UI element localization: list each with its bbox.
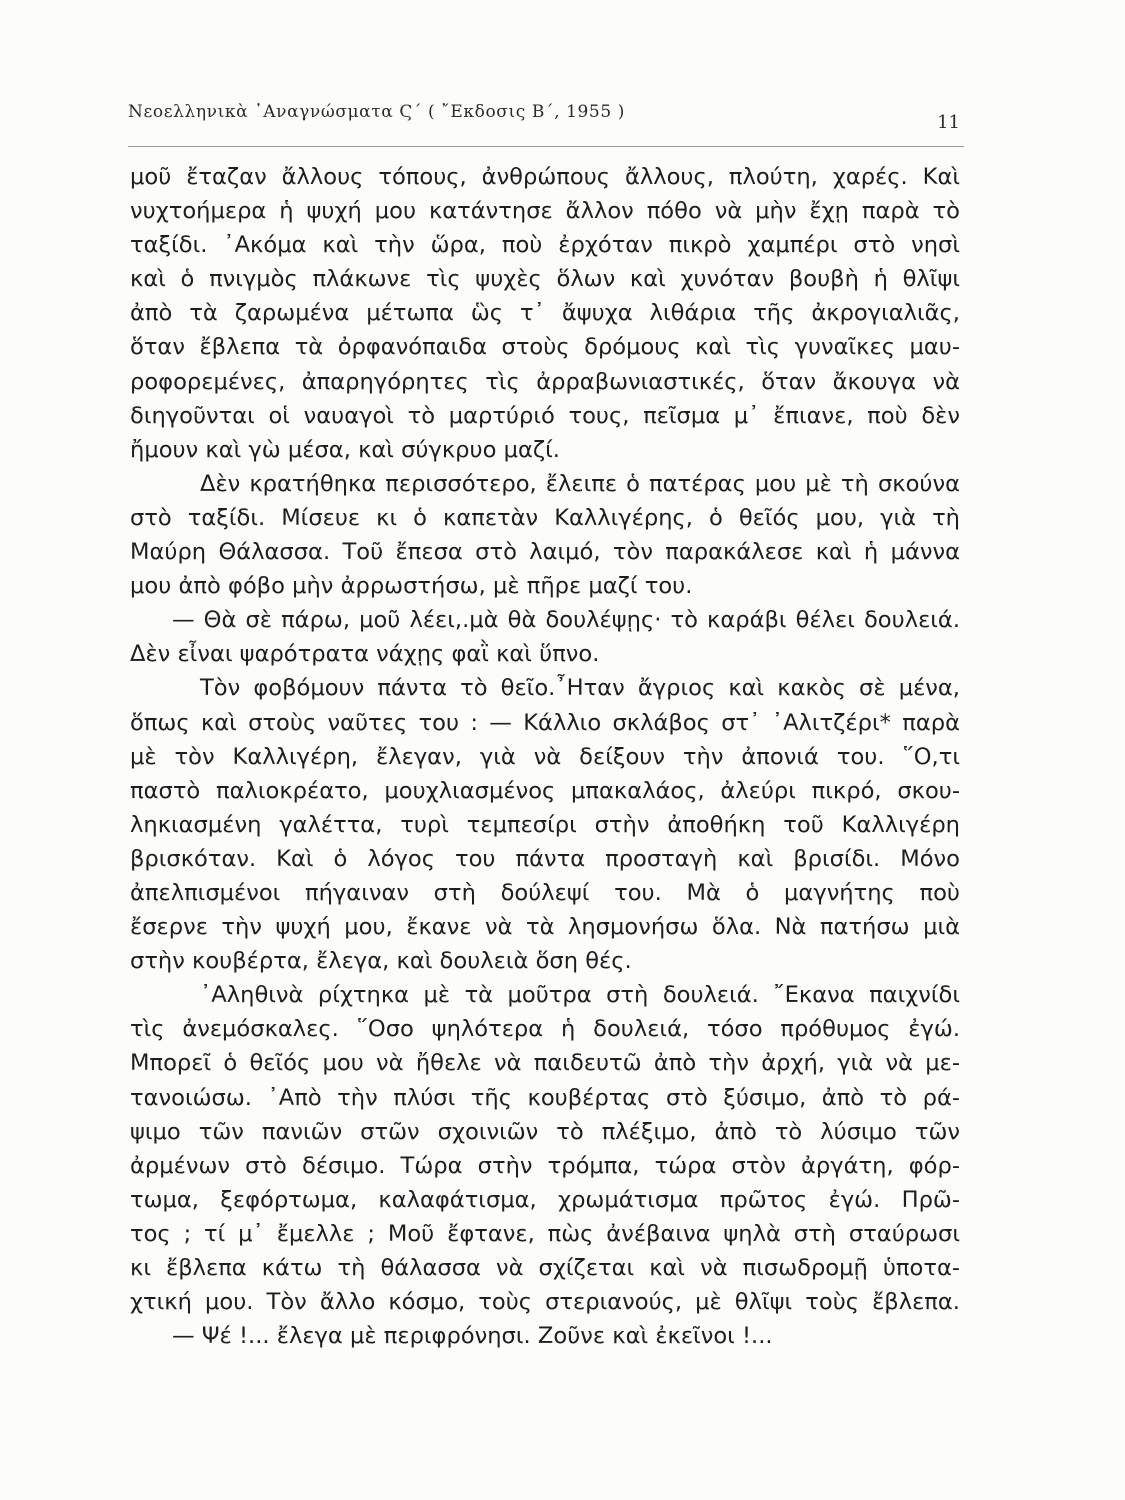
text-line: ὅταν ἔβλεπα τὰ ὀρφανόπαιδα στοὺς δρόμους καὶ τὶς γυναῖκες μαυ- — [130, 334, 960, 361]
header-title: Νεοελληνικὰ ᾿Αναγνώσματα Ϛ΄ ( ῎Εκδοσις Β΄, 1955 ) — [128, 102, 625, 122]
text-line: κι ἔβλεπα κάτω τὴ θάλασσα νὰ σχίζεται καὶ νὰ πισωδρομῇ ὑποτα- — [130, 1255, 960, 1281]
text-line: ἀπὸ τὰ ζαρωμένα μέτωπα ὣς τ᾿ ἄψυχα λιθάρια τῆς ἀκρογιαλιᾶς, — [130, 300, 960, 327]
text-line: Τὸν φοβόμουν πάντα τὸ θεῖο.῏Ηταν ἄγριος καὶ κακὸς σὲ μένα, — [200, 675, 960, 702]
text-line: Δὲν κρατήθηκα περισσότερο, ἔλειπε ὁ πατέρας μου μὲ τὴ σκούνα — [200, 470, 960, 497]
text-line: ψιμο τῶν πανιῶν στῶν σχοινιῶν τὸ πλέξιμο, ἀπὸ τὸ λύσιμο τῶν — [130, 1118, 960, 1145]
text-line: μὲ τὸν Καλλιγέρη, ἔλεγαν, γιὰ νὰ δείξουν τὴν ἀπονιά του. ῞Ο,τι — [130, 743, 960, 770]
text-line: μοῦ ἔταζαν ἄλλους τόπους, ἀνθρώπους ἄλλους, πλούτη, χαρές. Καὶ — [130, 164, 960, 190]
text-line: διηγοῦνται οἱ ναυαγοὶ τὸ μαρτύριό τους, πεῖσμα μ᾿ ἔπιανε, ποὺ δὲν — [130, 402, 960, 429]
text-line: ᾿Αληθινὰ ρίχτηκα μὲ τὰ μοῦτρα στὴ δουλειά. ῎Εκανα παιχνίδι — [200, 982, 960, 1009]
text-line: ἤμουν καὶ γὼ μέσα, καὶ σύγκρυο μαζί. — [130, 436, 560, 463]
text-line: ροφορεμένες, ἀπαρηγόρητες τὶς ἀρραβωνιαστικές, ὅταν ἄκουγα νὰ — [130, 368, 960, 395]
text-line: ἀρμένων στὸ δέσιμο. Τώρα στὴν τρόμπα, τώρα στὸν ἀργάτη, φόρ- — [130, 1152, 960, 1179]
text-line: τανοιώσω. ᾿Απὸ τὴν πλύσι τῆς κουβέρτας στὸ ξύσιμο, ἀπὸ τὸ ρά- — [130, 1084, 960, 1111]
text-line: βρισκόταν. Καὶ ὁ λόγος του πάντα προσταγὴ καὶ βρισίδι. Μόνο — [130, 845, 960, 872]
text-line: ληκιασμένη γαλέττα, τυρὶ τεμπεσίρι στὴν ἀποθήκη τοῦ Καλλιγέρη — [130, 811, 960, 838]
text-line: τος ; τί μ᾿ ἔμελλε ; Μοῦ ἔφτανε, πὼς ἀνέβαινα ψηλὰ στὴ σταύρωσι — [130, 1220, 960, 1247]
text-line: καὶ ὁ πνιγμὸς πλάκωνε τὶς ψυχὲς ὅλων καὶ χυνόταν βουβὴ ἡ θλῖψι — [130, 266, 960, 293]
text-line: ταξίδι. ᾿Ακόμα καὶ τὴν ὥρα, ποὺ ἐρχόταν πικρὸ χαμπέρι στὸ νησὶ — [130, 232, 960, 259]
text-line: ὅπως καὶ στοὺς ναῦτες του : — Κάλλιο σκλάβος στ᾿ ᾿Αλιτζέρι* παρὰ — [130, 709, 960, 736]
text-line: τωμα, ξεφόρτωμα, καλαφάτισμα, χρωμάτισμα πρῶτος ἐγώ. Πρῶ- — [130, 1186, 960, 1213]
text-line: Μαύρη Θάλασσα. Τοῦ ἔπεσα στὸ λαιμό, τὸν παρακάλεσε καὶ ἡ μάννα — [130, 539, 960, 566]
page-number: 11 — [937, 112, 960, 133]
text-line: ἔσερνε τὴν ψυχή μου, ἔκανε νὰ τὰ λησμονήσω ὅλα. Νὰ πατήσω μιὰ — [130, 914, 960, 941]
text-line: νυχτοήμερα ἡ ψυχή μου κατάντησε ἄλλον πόθο νὰ μὴν ἔχῃ παρὰ τὸ — [130, 198, 960, 225]
text-line: στὸ ταξίδι. Μίσευε κι ὁ καπετὰν Καλλιγέρης, ὁ θεῖός μου, γιὰ τὴ — [130, 504, 960, 531]
text-line: στὴν κουβέρτα, ἔλεγα, καὶ δουλειὰ ὅση θές. — [130, 948, 632, 975]
text-line: ἀπελπισμένοι πήγαιναν στὴ δούλεψί του. Μὰ ὁ μαγνήτης ποὺ — [130, 879, 960, 906]
text-line: — Ψέ !... ἔλεγα μὲ περιφρόνησι. Ζοῦνε καὶ ἐκεῖνοι !... — [172, 1323, 773, 1350]
text-line: παστὸ παλιοκρέατο, μουχλιασμένος μπακαλάος, ἀλεύρι πικρό, σκου- — [130, 777, 960, 804]
text-line: — Θὰ σὲ πάρω, μοῦ λέει,.μὰ θὰ δουλέψῃς· τὸ καράβι θέλει δουλειά. — [172, 607, 960, 634]
text-line: χτική μου. Τὸν ἄλλο κόσμο, τοὺς στεριανούς, μὲ θλῖψι τοὺς ἔβλεπα. — [130, 1289, 960, 1316]
text-line: Δὲν εἶναι ψαρότρατα νάχῃς φαῒ καὶ ὕπνο. — [130, 641, 600, 668]
text-line: τὶς ἀνεμόσκαλες. ῞Οσο ψηλότερα ἡ δουλειά, τόσο πρόθυμος ἐγώ. — [130, 1016, 960, 1043]
text-line: Μπορεῖ ὁ θεῖός μου νὰ ἤθελε νὰ παιδευτῶ ἀπὸ τὴν ἀρχή, γιὰ νὰ με- — [130, 1050, 960, 1077]
text-line: μου ἀπὸ φόβο μὴν ἀρρωστήσω, μὲ πῆρε μαζί του. — [130, 573, 693, 600]
header-rule — [128, 146, 964, 147]
running-header — [128, 98, 964, 138]
body-text — [130, 160, 960, 1353]
